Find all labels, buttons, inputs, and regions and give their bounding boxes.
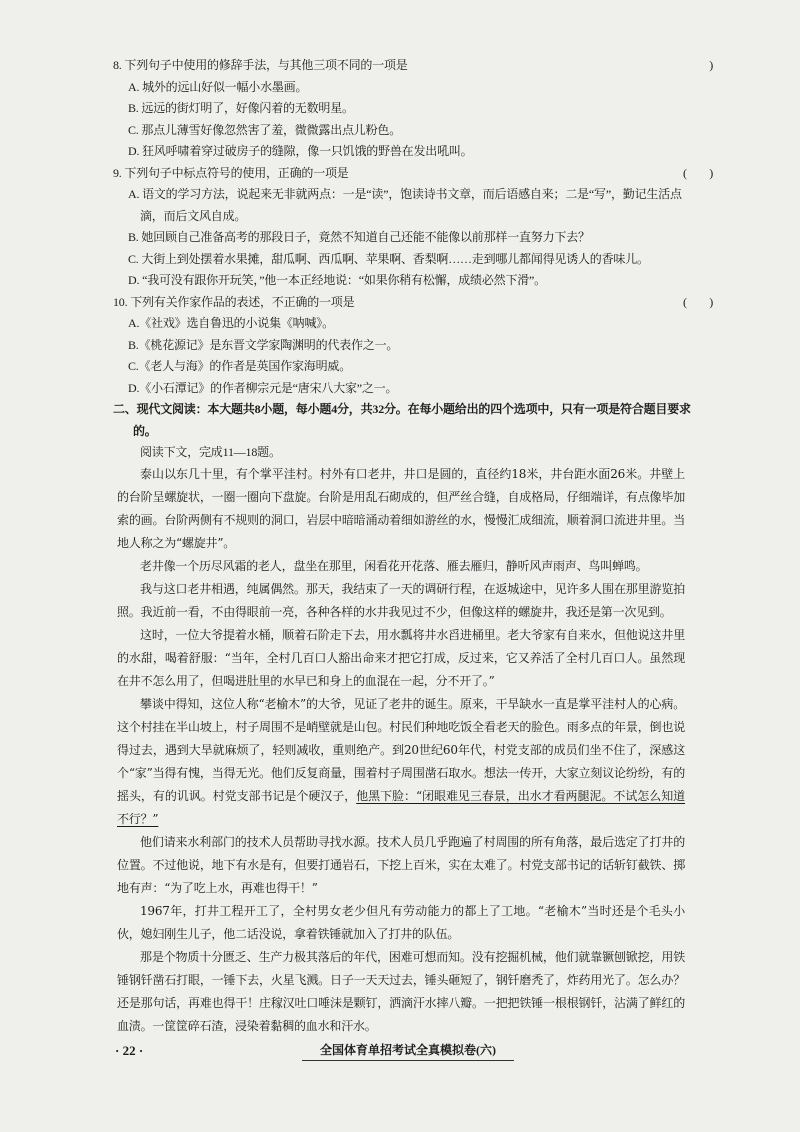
passage-paragraph: 1967年，打井工程开工了，全村男女老少但凡有劳动能力的都上了工地。“老榆木”当时还是个毛头小伙，媳妇刚生儿子，他二话没说，拿着铁锤就加入了打井的队伍。	[117, 904, 685, 941]
question-10	[113, 292, 713, 400]
question-8	[113, 55, 713, 163]
option-c: C. 大街上到处摆着水果摊，甜瓜啊、西瓜啊、苹果啊、香梨啊……走到哪儿都闻得见诱人的香味儿。	[128, 251, 649, 266]
question-stem	[113, 55, 713, 77]
passage-paragraph: 老井像一个历尽风霜的老人，盘坐在那里，闲看花开花落、雁去雁归，静听风声雨声、鸟叫蝉鸣。	[140, 559, 648, 573]
question-stem	[113, 163, 713, 185]
question-stem-text: 8. 下列句子中使用的修辞手法，与其他三项不同的一项是	[113, 58, 408, 72]
option-a: A.《社戏》选自鲁迅的小说集《呐喊》。	[128, 316, 334, 330]
answer-bracket: )	[709, 58, 713, 72]
reading-instruction: 阅读下文，完成11—18题。	[140, 445, 281, 459]
option-b: B. 她回顾自己准备高考的那段日子，竟然不知道自己还能不能像以前那样一直努力下去？	[128, 230, 590, 244]
reading-passage	[117, 463, 685, 1038]
option-b: B.《桃花源记》是东晋文学家陶渊明的代表作之一。	[128, 337, 399, 352]
option-d: D.《小石潭记》的作者柳宗元是“唐宋八大家”之一。	[128, 380, 398, 395]
question-9	[113, 163, 713, 292]
question-stem-text: 10. 下列有关作家作品的表述，不正确的一项是	[113, 294, 355, 309]
option-c: C. 那点儿薄雪好像忽然害了羞，微微露出点儿粉色。	[128, 122, 402, 137]
footer-title: 全国体育单招考试全真模拟卷(六)	[302, 1041, 514, 1061]
option-c: C.《老人与海》的作者是英国作家海明威。	[128, 359, 352, 373]
question-stem-text: 9. 下列句子中标点符号的使用，正确的一项是	[113, 165, 349, 180]
passage-paragraph	[117, 693, 685, 831]
passage-text: 攀谈中得知，这位人称“老榆木”的大爷，见证了老井的诞生。原来，干旱缺水一直是掌平洼村人的心病。这个村挂在半山坡上，村子周围不是峭壁就是山包。村民们种地吃饭全看老天的脸色。雨多点的年景，倒也说得过去，遇到大旱就麻烦了，轻则减收，重则绝产。到20世纪60年代，村党支部的成员们坐不住了，深感这个“家”当得有愧，当得无光。他们反复商量，围着村子周围凿石取水。想法一传开，大家立刻议论纷纷，有的摇头，有的讥讽。村党支部书记是个硬汉子，	[117, 697, 685, 803]
option-a: A. 城外的远山好似一幅小水墨画。	[128, 79, 308, 94]
passage-paragraph: 我与这口老井相遇，纯属偶然。那天，我结束了一天的调研行程，在返城途中，见许多人围在那里游览拍照。我近前一看，不由得眼前一亮，各种各样的水井我见过不少，但像这样的螺旋井，我还是第一次见到。	[117, 582, 685, 619]
question-stem	[113, 292, 713, 314]
passage-paragraph: 这时，一位大爷提着水桶，顺着石阶走下去，用水瓢将井水舀进桶里。老大爷家有自来水，但他说这井里的水甜，喝着舒服：“当年，全村几百口人豁出命来才把它打成，反过来，它又养活了全村几百口人。虽然现在井不怎么用了，但喝进肚里的水早已和身上的血混在一起，分不开了。”	[117, 628, 685, 688]
option-d: D. “我可没有跟你开玩笑，”他一本正经地说：“如果你稍有松懈，成绩必然下滑”。	[128, 273, 546, 287]
option-b: B. 远远的街灯明了，好像闪着的无数明星。	[128, 101, 354, 115]
passage-paragraph: 泰山以东几十里，有个掌平洼村。村外有口老井，井口是圆的，直径约18米，井台距水面26米。井壁上的台阶呈螺旋状，一圈一圈向下盘旋。台阶是用乱石砌成的，但严丝合缝，自成格局，仔细端详，有点像毕加索的画。台阶两侧有不规则的洞口，岩层中暗暗涌动着细如游丝的水，慢慢汇成细流，顺着洞口流进井里。当地人称之为“螺旋井”。	[117, 467, 685, 550]
underlined-sentence: 他黑下脸：“闭眼难见三春景，出水才看两腿泥。不试怎么知道不行？”	[117, 789, 685, 826]
option-a: A. 语文的学习方法，说起来无非就两点：一是“读”，饱读诗书文章，而后语感自来；二是“写”，勤记生活点滴，而后文风自成。	[128, 187, 682, 223]
answer-bracket: ( )	[683, 294, 713, 309]
passage-paragraph: 他们请来水利部门的技术人员帮助寻找水源。技术人员几乎跑遍了村周围的所有角落，最后选定了打井的位置。不过他说，地下有水是有，但要打通岩石，下挖上百米，实在太难了。村党支部书记的话斩钉截铁、掷地有声：“为了吃上水，再难也得干！”	[117, 835, 685, 895]
option-d: D. 狂风呼啸着穿过破房子的缝隙，像一只饥饿的野兽在发出吼叫。	[128, 144, 473, 158]
page-number: · 22 ·	[115, 1043, 144, 1058]
answer-bracket: ( )	[683, 165, 713, 180]
multiple-choice-section	[113, 55, 713, 464]
section-heading: 二、现代文阅读：本大题共8小题，每小题4分，共32分。在每小题给出的四个选项中，只有一项是符合题目要求的。	[113, 402, 691, 438]
passage-paragraph: 那是个物质十分匮乏、生产力极其落后的年代，困难可想而知。没有挖掘机械，他们就靠镢刨锨挖，用铁锤钢钎凿石打眼，一锤下去，火星飞溅。日子一天天过去，锤头砸短了，钢钎磨秃了，炸药用光了。怎么办？还是那句话，再难也得干！庄稼汉吐口唾沫是颗钉，洒滴汗水摔八瓣。一把把铁锤一根根钢钎，沾满了鲜红的血渍。一筐筐碎石渣，浸染着黏稠的血水和汗水。	[117, 950, 685, 1033]
